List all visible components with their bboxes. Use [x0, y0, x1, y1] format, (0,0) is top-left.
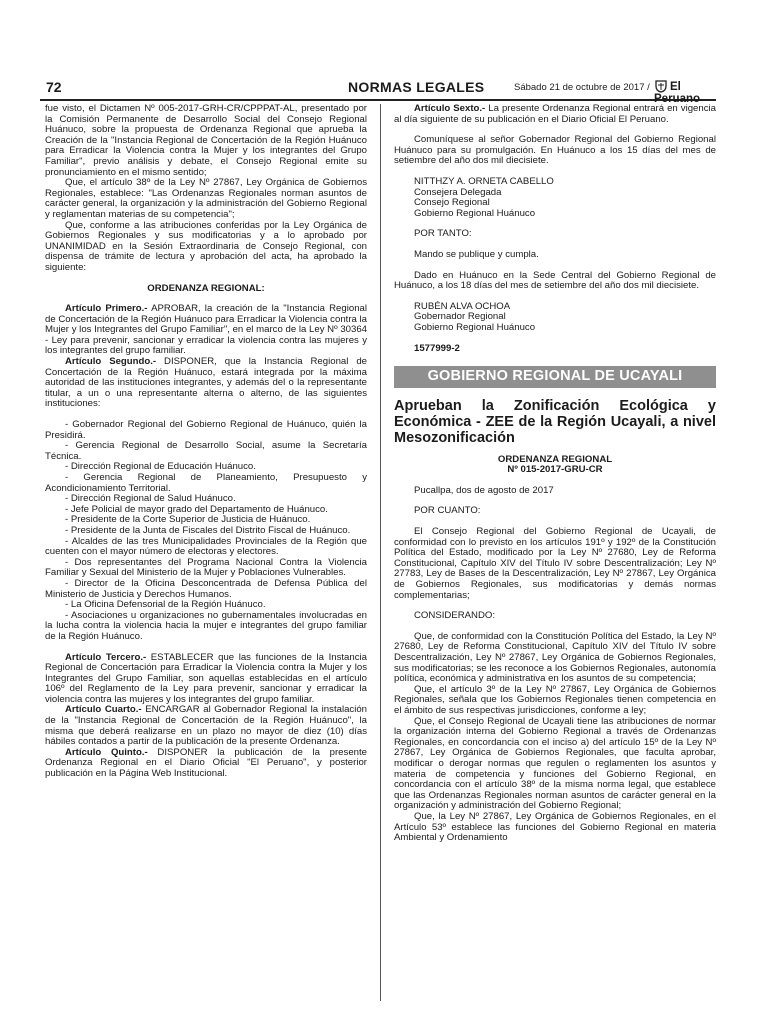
- signature-block: [394, 177, 716, 219]
- article-2: [45, 357, 367, 410]
- article-1: [45, 304, 367, 357]
- list-item: - Presidente de la Corte Superior de Justicia de Huánuco.: [65, 514, 311, 526]
- publication-date: Sábado 21 de octubre de 2017 /: [514, 82, 650, 93]
- el-peruano-logo: [654, 79, 716, 105]
- article-label: Artículo Tercero.-: [65, 651, 147, 663]
- list-item: - Dirección Regional de Salud Huánuco.: [65, 493, 236, 505]
- article-text: DISPONER, que la Instancia Regional de Concertación de la Región Huánuco, estará integrada por la máxima autoridad de las instituciones integrantes, y además del o la representante titular, a un o una representante alterna o alterno, de las siguientes instituciones:: [45, 356, 367, 410]
- list-item: - Presidente de la Junta de Fiscales del Distrito Fiscal de Huánuco.: [65, 524, 351, 536]
- paragraph: El Consejo Regional del Gobierno Regional de Ucayali, de conformidad con lo previsto en los artículos 191º y 192º de la Constitución Política del Estado, modificado por la Ley Nº 27680, Ley de Reforma Constitucional, Capítulo XIV del Título IV sobre Descentralización; Ley Nº 27783, Ley de Bases de la Descentralización, Ley Nº 27867, Ley Orgánica de Gobiernos Regionales, sus modificatorias y demás normas complementarias;: [394, 526, 716, 601]
- paragraph: Que, la Ley Nº 27867, Ley Orgánica de Gobiernos Regionales, en el Artículo 53º establece las funciones del Gobierno Regional en materia Ambiental y Ordenamiento: [394, 810, 716, 844]
- list-item: - Dirección Regional de Educación Huánuco.: [65, 461, 256, 473]
- article-text: La presente Ordenanza Regional entrará en vigencia al día siguiente de su publicación en el Diario Oficial El Peruano.: [394, 103, 716, 125]
- signature-block: [394, 302, 716, 334]
- considerando: CONSIDERANDO:: [414, 610, 496, 622]
- signatory-role: Gobierno Regional Huánuco: [414, 321, 536, 333]
- article-text: DISPONER la publicación de la presente Ordenanza Regional en el Diario Oficial "El Peruano", y posterior publicación en la Página Web Institucional.: [45, 746, 367, 780]
- list-item: - Gobernador Regional del Gobierno Regional de Huánuco, quién la Presidirá.: [45, 419, 367, 441]
- section-banner: GOBIERNO REGIONAL DE UCAYALI: [394, 366, 716, 388]
- signatory-name: RUBÉN ALVA OCHOA: [414, 300, 511, 312]
- signatory-role: Consejo Regional: [414, 197, 490, 209]
- coat-of-arms-icon: [654, 79, 668, 93]
- column-divider: [380, 104, 381, 1001]
- article-label: Artículo Cuarto.-: [65, 704, 142, 716]
- page-number: 72: [46, 79, 62, 95]
- paragraph: Que, el artículo 3º de la Ley Nº 27867, Ley Orgánica de Gobiernos Regionales, señala que los Gobiernos Regionales tienen competencia en el ámbito de sus respectivas jurisdicciones, conforme a ley;: [394, 683, 716, 716]
- paragraph: Mando se publique y cumpla.: [414, 248, 539, 260]
- place-date: Pucallpa, dos de agosto de 2017: [414, 484, 554, 496]
- article-3: [45, 653, 367, 706]
- list-item: - Jefe Policial de mayor grado del Departamento de Huánuco.: [65, 503, 328, 515]
- left-column: [45, 104, 367, 780]
- right-column: [394, 104, 716, 844]
- section-title: NORMAS LEGALES: [348, 79, 485, 95]
- paragraph: Comuníquese al señor Gobernador Regional del Gobierno Regional Huánuco para su promulgación. En Huánuco a los 15 días del mes de setiembre del año dos mil diecisiete.: [394, 134, 716, 167]
- article-label: Artículo Segundo.-: [65, 356, 157, 368]
- institutions-list: [45, 420, 367, 642]
- article-5: [45, 748, 367, 780]
- list-item: - Gerencia Regional de Desarrollo Social, asume la Secretaría Técnica.: [45, 440, 367, 462]
- list-item: - Asociaciones u organizaciones no gubernamentales involucradas en la lucha contra la violencia hacia la mujer e integrantes del grupo familiar de la Región Huánuco.: [45, 609, 367, 642]
- paragraph: Que, el artículo 38º de la Ley Nº 27867, Ley Orgánica de Gobiernos Regionales, establece: "Las Ordenanzas Regionales norman asuntos de carácter general, la organización y la administración del Gobierno Regional y reglamentan materias de su competencia";: [45, 177, 367, 220]
- ordinance-title: ORDENANZA REGIONAL: [497, 453, 613, 465]
- article-text: APROBAR, la creación de la "Instancia Regional de Concertación de la Región Huánuco para Erradicar la Violencia contra la Mujer y los Integrantes del Grupo Familiar", en el marco de la Ley Nº 30364 - Ley para prevenir, sancionar y erradicar la violencia contra las mujeres y los integrantes del grupo familiar.: [45, 303, 368, 357]
- paragraph: Que, de conformidad con la Constitución Política del Estado, la Ley Nº 27680, Ley de Reforma Constitucional, Capítulo XIV del Título IV sobre Descentralización, Ley Nº 27867, Ley Orgánica de Gobiernos Regionales, sus modificatorias; se les reconoce a los Gobiernos Regionales, autonomía política, económica y administrativa en los asuntos de su competencia;: [394, 630, 716, 685]
- list-item: - Director de la Oficina Desconcentrada de Defensa Pública del Ministerio de Justicia y Derechos Humanos.: [45, 577, 367, 600]
- publication-code: 1577999-2: [414, 342, 460, 354]
- logo-text: El Peruano: [654, 81, 701, 105]
- article-label: Artículo Primero.-: [65, 303, 148, 315]
- signatory-role: Gobernador Regional: [414, 311, 506, 323]
- signatory-role: Gobierno Regional Huánuco: [414, 207, 536, 219]
- article-text: ENCARGAR al Gobernador Regional la instalación de la "Instancia Regional de Concertación de la Región Huánuco", la misma que deberá realizarse en un plazo no mayor de diez (10) días hábiles contados a partir de la publicación de la presente Ordenanza.: [45, 704, 368, 748]
- article-label: Artículo Sexto.-: [414, 103, 486, 114]
- por-tanto: POR TANTO:: [414, 228, 472, 240]
- article-4: [45, 705, 367, 747]
- page-header: [40, 79, 716, 105]
- por-cuanto: POR CUANTO:: [414, 505, 481, 517]
- paragraph: Que, el Consejo Regional de Ucayali tiene las atribuciones de normar la organización interna del Gobierno Regional a través de Ordenanzas Regionales, en concordancia con el inciso a) del artículo 15º de la Ley Nº 27867, Ley Orgánica de Gobiernos Regionales, que faculta aprobar, modificar o derogar normas que regulen o reglamenten los asuntos y materia de competencia y funciones del Gobierno Regional, en concordancia con el artículo 38º de la misma norma legal, que establece que las Ordenanzas Regionales norman asuntos de carácter general en la organización y administración del Gobierno Regional;: [394, 715, 716, 812]
- list-item: - La Oficina Defensorial de la Región Huánuco.: [65, 599, 266, 611]
- signatory-role: Consejera Delegada: [414, 186, 502, 198]
- ordenanza-heading: ORDENANZA REGIONAL:: [147, 282, 265, 294]
- ordinance-number: Nº 015-2017-GRU-CR: [507, 464, 603, 476]
- article-text: ESTABLECER que las funciones de la Instancia Regional de Concertación para Erradicar la Violencia contra la Mujer y los Integrantes del Grupo Familiar, son aquellas establecidas en el artículo 106º del Reglamento de la Ley para prevenir, sancionar y erradicar la violencia contra las mujeres y los integrantes del grupo familiar.: [45, 651, 367, 705]
- paragraph: Dado en Huánuco en la Sede Central del Gobierno Regional de Huánuco, a los 18 días del mes de setiembre del año dos mil diecisiete.: [394, 269, 716, 292]
- paragraph: Que, conforme a las atribuciones conferidas por la Ley Orgánica de Gobiernos Regionales y sus modificatorias y a lo aprobado por UNANIMIDAD en la Sesión Extraordinaria de Consejo Regional, con dispensa de trámite de lectura y aprobación del acta, ha aprobado la siguiente:: [45, 219, 367, 273]
- list-item: - Dos representantes del Programa Nacional Contra la Violencia Familiar y Sexual del Ministerio de la Mujer y Poblaciones Vulnerables.: [45, 556, 367, 579]
- paragraph: fue visto, el Dictamen Nº 005-2017-GRH-CR/CPPPAT-AL, presentado por la Comisión Permanente de Desarrollo Social del Consejo Regional Huánuco, sobre la propuesta de Ordenanza Regional que aprueba la Creación de la "Instancia Regional de Concertación de la Región Huánuco para Erradicar la Violencia contra la Mujer y los integrantes del Grupo Familiar", previo análisis y debate, el Consejo Regional emite su pronunciamiento en el mismo sentido;: [45, 103, 367, 178]
- article-label: Artículo Quinto.-: [65, 746, 148, 758]
- list-item: - Alcaldes de las tres Municipalidades Provinciales de la Región que cuenten con el mayor número de electoras y electores.: [45, 535, 367, 558]
- signatory-name: NITTHZY A. ORNETA CABELLO: [414, 175, 554, 187]
- article-6: [394, 104, 716, 125]
- article-headline: Aprueban la Zonificación Ecológica y Económica - ZEE de la Región Ucayali, a nivel Mesozonificación: [394, 397, 716, 446]
- list-item: - Gerencia Regional de Planeamiento, Presupuesto y Acondicionamiento Territorial.: [45, 472, 367, 494]
